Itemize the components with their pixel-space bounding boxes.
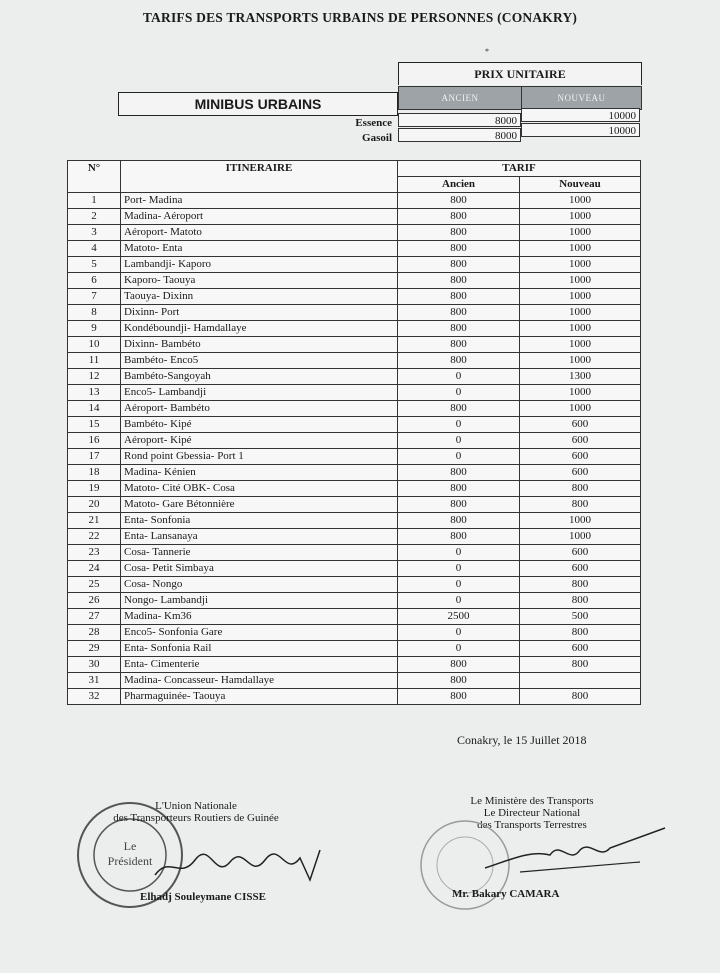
num-cell: 12: [68, 369, 121, 385]
itineraire-cell: Madina- Km36: [121, 609, 398, 625]
num-cell: 4: [68, 241, 121, 257]
itineraire-cell: Bambéto-Sangoyah: [121, 369, 398, 385]
header-ancien: Ancien: [398, 177, 520, 193]
nouveau-cell: 800: [520, 657, 641, 673]
table-row: [68, 353, 641, 369]
num-cell: 15: [68, 417, 121, 433]
nouveau-cell: 800: [520, 689, 641, 705]
num-cell: 1: [68, 193, 121, 209]
table-row: [68, 577, 641, 593]
right-line1: Le Ministère des Transports: [470, 795, 594, 807]
itineraire-cell: Cosa- Tannerie: [121, 545, 398, 561]
nouveau-cell: 1000: [520, 513, 641, 529]
nouveau-cell: 1000: [520, 353, 641, 369]
fuel-label-essence: Essence: [355, 117, 392, 129]
itineraire-cell: Kaporo- Taouya: [121, 273, 398, 289]
fuel-essence-nouveau: 10000: [521, 108, 640, 122]
ancien-cell: 800: [398, 401, 520, 417]
stamp-text-center: Le: [123, 839, 137, 853]
tarifs-table-body: [68, 193, 641, 705]
fuel-essence-ancien: 8000: [398, 113, 521, 127]
table-row: [68, 529, 641, 545]
itineraire-cell: Lambandji- Kaporo: [121, 257, 398, 273]
header-num: N°: [68, 161, 121, 193]
table-row: [68, 321, 641, 337]
fuel-gasoil-ancien: 8000: [398, 128, 521, 142]
ancien-cell: 0: [398, 625, 520, 641]
itineraire-cell: Bambéto- Kipé: [121, 417, 398, 433]
itineraire-cell: Matoto- Enta: [121, 241, 398, 257]
num-cell: 13: [68, 385, 121, 401]
nouveau-cell: 1000: [520, 193, 641, 209]
num-cell: 3: [68, 225, 121, 241]
table-row: [68, 609, 641, 625]
num-cell: 18: [68, 465, 121, 481]
itineraire-cell: Cosa- Petit Simbaya: [121, 561, 398, 577]
num-cell: 5: [68, 257, 121, 273]
ancien-cell: 800: [398, 497, 520, 513]
right-line2: Le Directeur National: [483, 807, 581, 819]
nouveau-cell: 600: [520, 641, 641, 657]
itineraire-cell: Taouya- Dixinn: [121, 289, 398, 305]
ancien-cell: 0: [398, 577, 520, 593]
small-mark: *: [485, 47, 489, 56]
nouveau-cell: 600: [520, 449, 641, 465]
num-cell: 32: [68, 689, 121, 705]
num-cell: 24: [68, 561, 121, 577]
header-nouveau: Nouveau: [520, 177, 641, 193]
num-cell: 29: [68, 641, 121, 657]
itineraire-cell: Dixinn- Bambéto: [121, 337, 398, 353]
ancien-cell: 800: [398, 673, 520, 689]
num-cell: 22: [68, 529, 121, 545]
prix-col-ancien: ANCIEN: [398, 86, 522, 110]
ancien-cell: 0: [398, 641, 520, 657]
itineraire-cell: Aéroport- Matoto: [121, 225, 398, 241]
ancien-cell: 800: [398, 513, 520, 529]
itineraire-cell: Matoto- Cité OBK- Cosa: [121, 481, 398, 497]
ancien-cell: 800: [398, 289, 520, 305]
num-cell: 20: [68, 497, 121, 513]
ancien-cell: 800: [398, 273, 520, 289]
nouveau-cell: [520, 673, 641, 689]
ancien-cell: 800: [398, 337, 520, 353]
nouveau-cell: 1000: [520, 401, 641, 417]
nouveau-cell: 1000: [520, 385, 641, 401]
ancien-cell: 800: [398, 529, 520, 545]
right-signature-icon: [480, 820, 670, 880]
left-signature-icon: [150, 840, 330, 890]
fuel-label-gasoil: Gasoil: [362, 132, 392, 144]
num-cell: 11: [68, 353, 121, 369]
itineraire-cell: Madina- Kénien: [121, 465, 398, 481]
num-cell: 25: [68, 577, 121, 593]
itineraire-cell: Aéroport- Bambéto: [121, 401, 398, 417]
table-row: [68, 673, 641, 689]
table-row: [68, 657, 641, 673]
num-cell: 2: [68, 209, 121, 225]
itineraire-cell: Dixinn- Port: [121, 305, 398, 321]
table-row: [68, 369, 641, 385]
ancien-cell: 800: [398, 657, 520, 673]
num-cell: 26: [68, 593, 121, 609]
nouveau-cell: 600: [520, 465, 641, 481]
table-row: [68, 481, 641, 497]
nouveau-cell: 1000: [520, 257, 641, 273]
itineraire-cell: Matoto- Gare Bétonnière: [121, 497, 398, 513]
table-row: [68, 289, 641, 305]
ancien-cell: 800: [398, 209, 520, 225]
num-cell: 28: [68, 625, 121, 641]
ancien-cell: 800: [398, 241, 520, 257]
ancien-cell: 800: [398, 689, 520, 705]
table-row: [68, 209, 641, 225]
num-cell: 8: [68, 305, 121, 321]
num-cell: 30: [68, 657, 121, 673]
nouveau-cell: 600: [520, 433, 641, 449]
ancien-cell: 0: [398, 561, 520, 577]
right-line3: des Transports Terrestres: [477, 819, 587, 831]
table-row: [68, 433, 641, 449]
prix-unitaire-header: PRIX UNITAIRE: [398, 62, 642, 85]
nouveau-cell: 800: [520, 481, 641, 497]
ancien-cell: 800: [398, 321, 520, 337]
itineraire-cell: Kondéboundji- Hamdallaye: [121, 321, 398, 337]
table-row: [68, 385, 641, 401]
table-row: [68, 689, 641, 705]
itineraire-cell: Madina- Aéroport: [121, 209, 398, 225]
ancien-cell: 800: [398, 353, 520, 369]
ancien-cell: 800: [398, 465, 520, 481]
nouveau-cell: 1000: [520, 305, 641, 321]
nouveau-cell: 800: [520, 625, 641, 641]
nouveau-cell: 1300: [520, 369, 641, 385]
itineraire-cell: Enta- Cimenterie: [121, 657, 398, 673]
ancien-cell: 0: [398, 417, 520, 433]
table-row: [68, 417, 641, 433]
ancien-cell: 2500: [398, 609, 520, 625]
nouveau-cell: 1000: [520, 225, 641, 241]
itineraire-cell: Cosa- Nongo: [121, 577, 398, 593]
ancien-cell: 800: [398, 225, 520, 241]
table-row: [68, 593, 641, 609]
num-cell: 23: [68, 545, 121, 561]
table-row: [68, 449, 641, 465]
itineraire-cell: Pharmaguinée- Taouya: [121, 689, 398, 705]
num-cell: 10: [68, 337, 121, 353]
num-cell: 17: [68, 449, 121, 465]
table-row: [68, 497, 641, 513]
nouveau-cell: 800: [520, 593, 641, 609]
num-cell: 19: [68, 481, 121, 497]
svg-text:Président: Président: [107, 854, 153, 868]
nouveau-cell: 500: [520, 609, 641, 625]
ancien-cell: 0: [398, 433, 520, 449]
nouveau-cell: 600: [520, 417, 641, 433]
table-row: [68, 273, 641, 289]
itineraire-cell: Port- Madina: [121, 193, 398, 209]
ancien-cell: 800: [398, 481, 520, 497]
left-line2: des Transporteurs Routiers de Guinée: [113, 812, 279, 824]
itineraire-cell: Enta- Lansanaya: [121, 529, 398, 545]
num-cell: 14: [68, 401, 121, 417]
nouveau-cell: 800: [520, 497, 641, 513]
right-signer-name: Mr. Bakary CAMARA: [452, 888, 560, 900]
nouveau-cell: 1000: [520, 529, 641, 545]
table-row: [68, 225, 641, 241]
table-row: [68, 193, 641, 209]
itineraire-cell: Enco5- Sonfonia Gare: [121, 625, 398, 641]
num-cell: 16: [68, 433, 121, 449]
num-cell: 6: [68, 273, 121, 289]
ancien-cell: 0: [398, 593, 520, 609]
table-row: [68, 257, 641, 273]
date-line: Conakry, le 15 Juillet 2018: [457, 733, 587, 747]
nouveau-cell: 1000: [520, 273, 641, 289]
table-row: [68, 241, 641, 257]
left-signatory-title: [96, 800, 296, 824]
table-row: [68, 561, 641, 577]
itineraire-cell: Madina- Concasseur- Hamdallaye: [121, 673, 398, 689]
nouveau-cell: 600: [520, 561, 641, 577]
itineraire-cell: Rond point Gbessia- Port 1: [121, 449, 398, 465]
table-row: [68, 513, 641, 529]
table-row: [68, 465, 641, 481]
left-line1: L'Union Nationale: [155, 800, 237, 812]
itineraire-cell: Enta- Sonfonia: [121, 513, 398, 529]
nouveau-cell: 1000: [520, 209, 641, 225]
nouveau-cell: 1000: [520, 321, 641, 337]
nouveau-cell: 600: [520, 545, 641, 561]
num-cell: 7: [68, 289, 121, 305]
ancien-cell: 800: [398, 193, 520, 209]
section-title: MINIBUS URBAINS: [118, 92, 398, 116]
num-cell: 27: [68, 609, 121, 625]
fuel-gasoil-nouveau: 10000: [521, 123, 640, 137]
table-row: [68, 305, 641, 321]
num-cell: 9: [68, 321, 121, 337]
itineraire-cell: Nongo- Lambandji: [121, 593, 398, 609]
nouveau-cell: 1000: [520, 337, 641, 353]
itineraire-cell: Bambéto- Enco5: [121, 353, 398, 369]
ancien-cell: 0: [398, 369, 520, 385]
table-row: [68, 641, 641, 657]
table-row: [68, 401, 641, 417]
prix-col-nouveau: NOUVEAU: [521, 86, 642, 110]
header-itineraire: ITINERAIRE: [121, 161, 398, 193]
ancien-cell: 800: [398, 257, 520, 273]
ancien-cell: 0: [398, 545, 520, 561]
itineraire-cell: Enta- Sonfonia Rail: [121, 641, 398, 657]
itineraire-cell: Aéroport- Kipé: [121, 433, 398, 449]
nouveau-cell: 1000: [520, 289, 641, 305]
table-row: [68, 337, 641, 353]
tarifs-table: [67, 160, 641, 705]
table-row: [68, 545, 641, 561]
table-row: [68, 625, 641, 641]
ancien-cell: 0: [398, 449, 520, 465]
num-cell: 31: [68, 673, 121, 689]
nouveau-cell: 1000: [520, 241, 641, 257]
header-tarif: TARIF: [398, 161, 641, 177]
left-signer-name: Elhadj Souleymane CISSE: [140, 891, 266, 903]
document-title: TARIFS DES TRANSPORTS URBAINS DE PERSONNES (CONAKRY): [142, 10, 578, 25]
ancien-cell: 0: [398, 385, 520, 401]
nouveau-cell: 800: [520, 577, 641, 593]
itineraire-cell: Enco5- Lambandji: [121, 385, 398, 401]
num-cell: 21: [68, 513, 121, 529]
ancien-cell: 800: [398, 305, 520, 321]
